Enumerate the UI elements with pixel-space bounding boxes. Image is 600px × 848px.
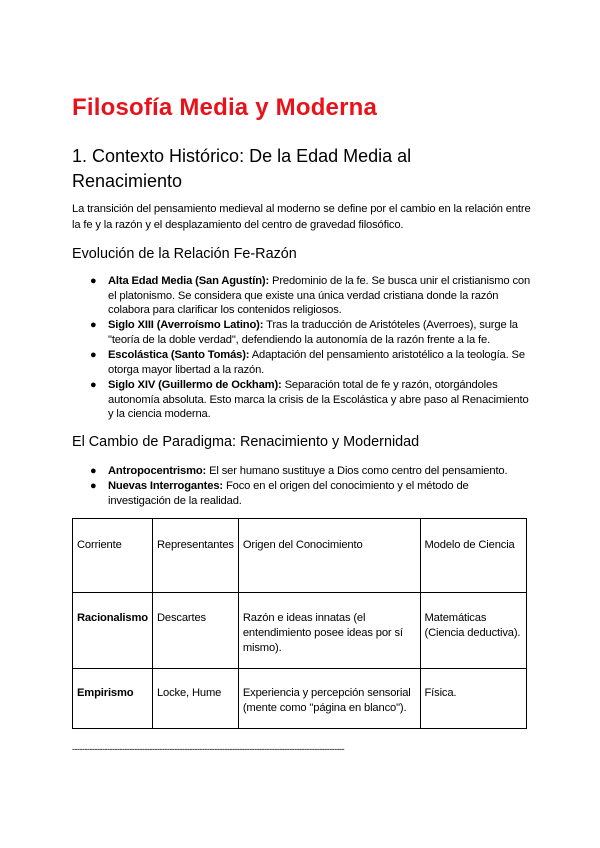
list-item — [72, 318, 532, 347]
list-item-text: Predominio de la fe. Se busca unir el cristianismo con el platonismo. Se considera que existe una única verdad cristiana donde la razón colabora para clarificar los contenidos religiosos. — [108, 275, 531, 317]
list-item-term: Siglo XIV (Guillermo de Ockham): — [108, 378, 282, 391]
list-item — [72, 464, 532, 479]
table-header-cell: Modelo de Ciencia — [420, 519, 527, 593]
list-item-text: Adaptación del pensamiento aristotélico a la teología. Se otorga mayor libertad a la razón. — [108, 349, 525, 376]
section-heading-context: 1. Contexto Histórico: De la Edad Media al Renacimiento — [72, 146, 412, 191]
bullet-icon: ● — [90, 378, 97, 391]
table-cell-label: Empirismo — [77, 687, 134, 699]
list-item — [72, 479, 532, 508]
bullet-icon: ● — [90, 275, 97, 287]
bullet-icon: ● — [90, 349, 97, 362]
list-item-text: El ser humano sustituye a Dios como centro del pensamiento. — [206, 465, 508, 477]
subheading-paradigm: El Cambio de Paradigma: Renacimiento y Modernidad — [72, 434, 420, 450]
table-cell: Física. — [420, 669, 527, 729]
bullet-icon: ● — [90, 319, 97, 332]
comparison-table — [72, 518, 527, 729]
table-cell — [73, 669, 153, 729]
table-header-cell: Corriente — [73, 519, 153, 593]
bullet-icon: ● — [90, 480, 97, 493]
list-item-term: Alta Edad Media (San Agustín): — [108, 275, 270, 287]
page-title: Filosofía Media y Moderna — [72, 94, 378, 121]
list-item — [72, 348, 532, 377]
subheading-evolution: Evolución de la Relación Fe-Razón — [72, 246, 297, 262]
table-cell: Locke, Hume — [152, 669, 238, 729]
table-row — [73, 669, 527, 729]
separator-line: ------------------------------------------------------------------------------------------------------------- — [72, 744, 345, 754]
list-item — [72, 274, 532, 318]
list-item-term: Nuevas Interrogantes: — [108, 480, 223, 493]
table-header-cell: Representantes — [152, 519, 238, 593]
table-row — [73, 593, 527, 669]
list-item-term: Escolástica (Santo Tomás): — [108, 349, 250, 362]
table-cell — [73, 593, 153, 669]
list-item-term: Siglo XIII (Averroísmo Latino): — [108, 319, 264, 332]
table-cell-label: Racionalismo — [77, 612, 148, 624]
bullet-icon: ● — [90, 465, 97, 477]
table-cell: Descartes — [152, 593, 238, 669]
table-cell: Razón e ideas innatas (el entendimiento posee ideas por sí mismo). — [238, 593, 420, 669]
evolution-list — [72, 274, 532, 422]
table-header-cell: Origen del Conocimiento — [238, 519, 420, 593]
list-item-text: Foco en el origen del conocimiento y el método de investigación de la realidad. — [108, 480, 469, 507]
table-cell: Experiencia y percepción sensorial (mente como "página en blanco"). — [238, 669, 420, 729]
list-item-text: Tras la traducción de Aristóteles (Averroes), surge la "teoría de la doble verdad", defendiendo la autonomía de la razón frente a la fe. — [108, 319, 518, 346]
list-item-term: Antropocentrismo: — [108, 465, 207, 477]
list-item-text: Separación total de fe y razón, otorgándoles autonomía absoluta. Esto marca la crisis de la Escolástica y abre paso al Renacimiento y la ciencia moderna. — [108, 378, 529, 421]
table-header-row — [73, 519, 527, 593]
paradigm-list — [72, 464, 532, 509]
intro-paragraph: La transición del pensamiento medieval al moderno se define por el cambio en la relación entre la fe y la razón y el desplazamiento del centro de gravedad filosófico. — [72, 203, 531, 231]
list-item — [72, 378, 532, 422]
table-cell: Matemáticas (Ciencia deductiva). — [420, 593, 527, 669]
